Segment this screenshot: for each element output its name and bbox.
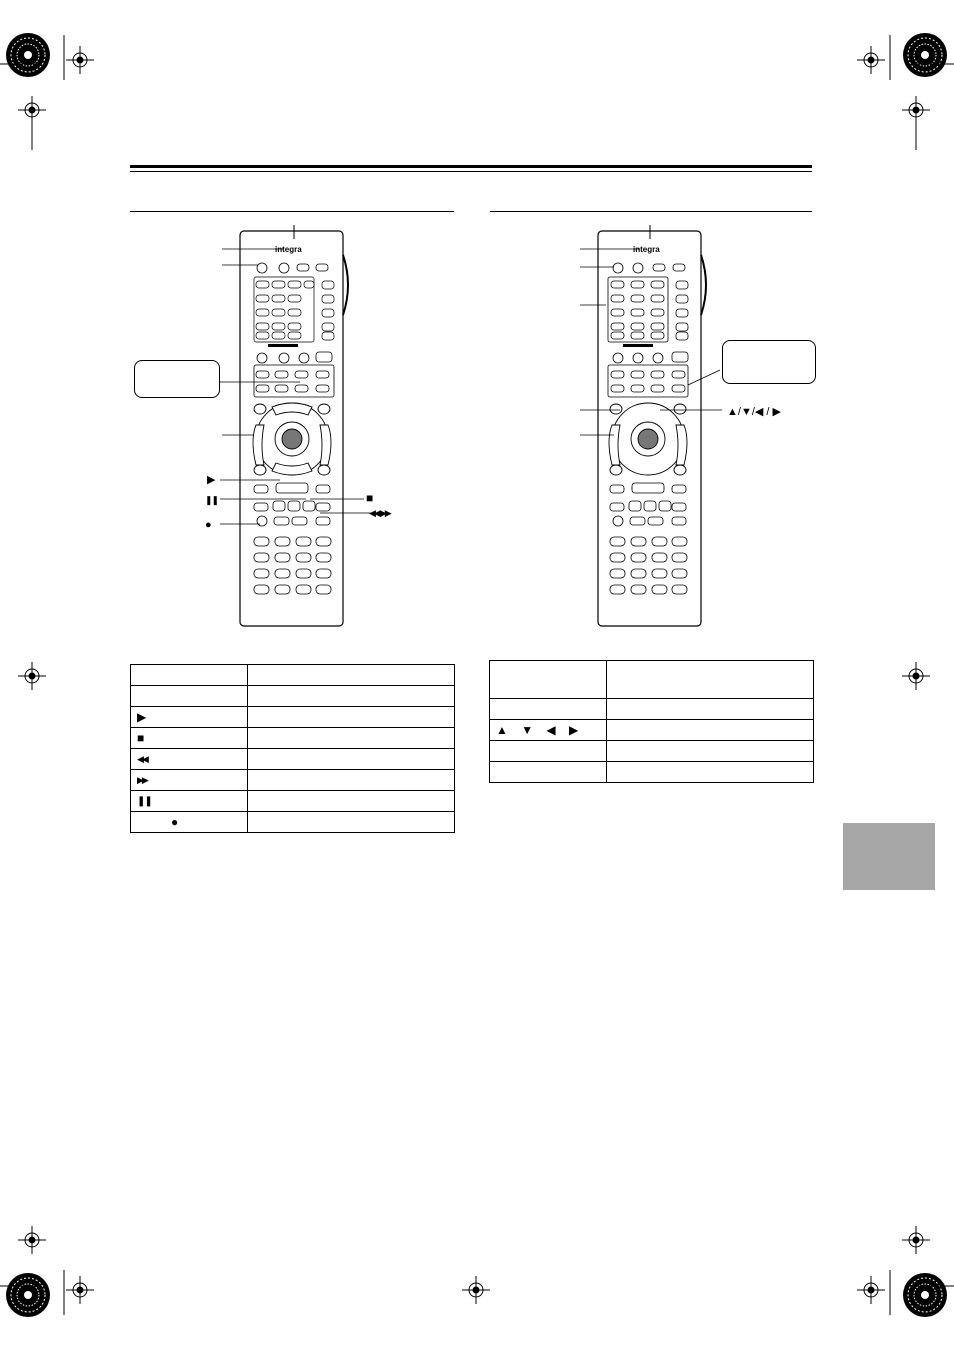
table-cell (248, 791, 455, 812)
header-rule-thin (130, 171, 812, 172)
table-cell (607, 762, 814, 783)
rew-ff-callout: ◀◀ ▶▶ (369, 508, 390, 518)
table-row (490, 699, 814, 720)
table-cell (248, 728, 455, 749)
table-cell (607, 741, 814, 762)
section-tab (843, 823, 935, 890)
stop-callout: ■ (366, 491, 374, 505)
record-cell: ● (131, 812, 248, 833)
table-cell (248, 686, 455, 707)
play-cell: ▶ (131, 707, 248, 728)
table-cell (248, 749, 455, 770)
table-cell (131, 665, 248, 686)
table-row (131, 812, 455, 833)
table-cell (248, 665, 455, 686)
pause-cell: ❚❚ (131, 791, 248, 812)
table-row (490, 762, 814, 783)
table-row (131, 791, 455, 812)
right-callout-box (722, 340, 816, 384)
right-section-rule (490, 211, 812, 212)
table-row (131, 749, 455, 770)
table-row (490, 720, 814, 741)
table-row (490, 741, 814, 762)
table-cell (607, 661, 814, 699)
table-cell (490, 741, 607, 762)
table-row (131, 686, 455, 707)
left-remote-illustration (130, 225, 420, 630)
right-brand-label: integra (633, 245, 660, 254)
table-cell (248, 770, 455, 791)
fast-forward-cell: ▶▶ (131, 770, 248, 791)
table-row (490, 661, 814, 699)
table-row (131, 728, 455, 749)
rewind-cell: ◀◀ (131, 749, 248, 770)
table-cell (131, 686, 248, 707)
right-remote-illustration (570, 225, 790, 630)
arrows-cell: ▲ ▼ ◀ ▶ (490, 720, 607, 741)
table-row (131, 665, 455, 686)
table-cell (490, 699, 607, 720)
sun-mark-tl (6, 33, 50, 77)
table-row (131, 707, 455, 728)
arrows-callout: ▲/▼/◀ / ▶ (727, 406, 781, 418)
table-cell (490, 661, 607, 699)
table-cell (248, 707, 455, 728)
stop-cell: ■ (131, 728, 248, 749)
table-cell (248, 812, 455, 833)
left-section-rule (130, 211, 454, 212)
left-callout-box (134, 360, 220, 398)
table-cell (490, 762, 607, 783)
right-command-table (489, 660, 814, 783)
table-cell (607, 720, 814, 741)
table-row (131, 770, 455, 791)
left-brand-label: integra (275, 245, 302, 254)
play-callout: ▶ (207, 474, 216, 486)
table-cell (607, 699, 814, 720)
left-command-table (130, 664, 455, 833)
rec-callout: ● (205, 519, 212, 531)
pause-callout: ❚❚ (205, 495, 219, 505)
header-rule (130, 165, 812, 168)
